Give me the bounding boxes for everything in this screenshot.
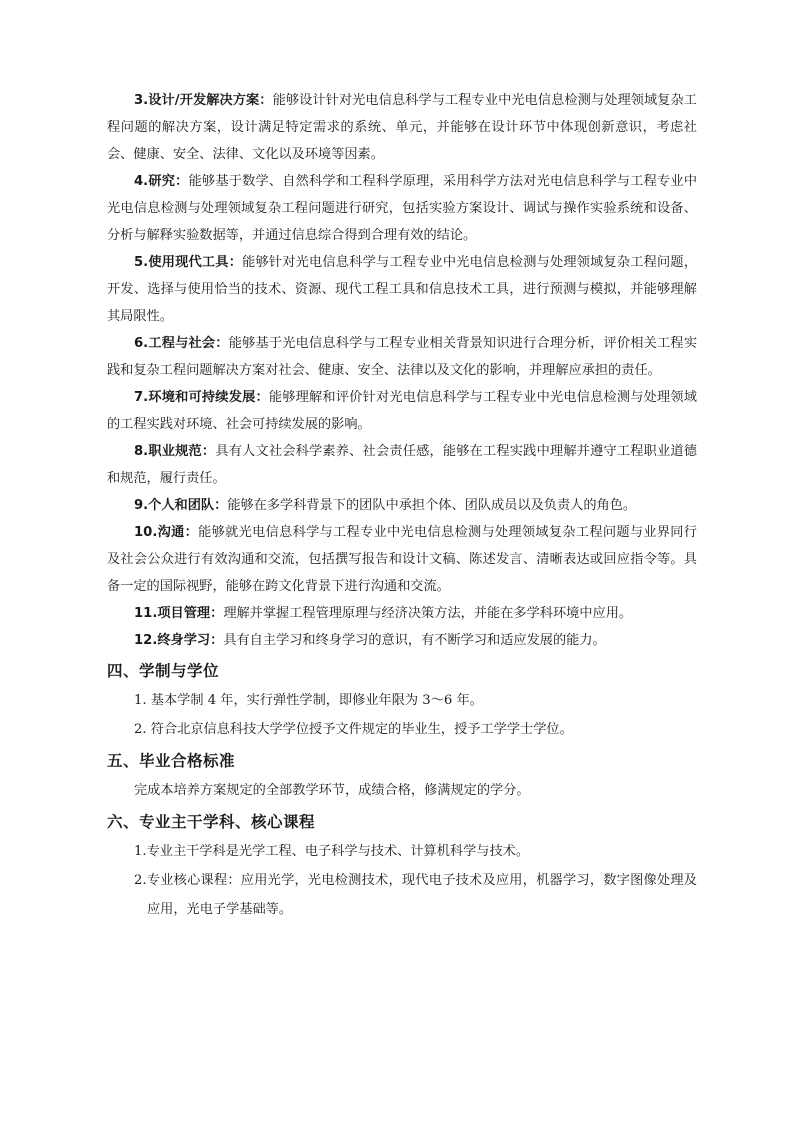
outcome-5 — [107, 249, 697, 330]
outcome-title: 7.环境和可持续发展： — [134, 390, 269, 405]
outcome-title: 9.个人和团队： — [134, 498, 228, 513]
outcome-8 — [107, 438, 697, 492]
outcome-title: 6.工程与社会： — [134, 336, 229, 351]
outcome-title: 3.设计/开发解决方案： — [134, 93, 273, 108]
outcome-10 — [107, 519, 697, 600]
outcome-title: 5.使用现代工具： — [134, 255, 243, 270]
section-heading-6: 六、专业主干学科、核心课程 — [107, 813, 316, 831]
outcome-text: 具有人文社会科学素养、社会责任感，能够在工程实践中理解并遵守工程职业道德和规范，履行责任。 — [107, 444, 697, 486]
outcome-text: 能够在多学科背景下的团队中承担个体、团队成员以及负责人的角色。 — [227, 498, 637, 513]
section-heading-4: 四、学制与学位 — [107, 662, 220, 680]
outcome-6 — [107, 330, 697, 384]
section-heading-5: 五、毕业合格标准 — [107, 752, 236, 770]
list-item: 2.专业核心课程：应用光学，光电检测技术，现代电子技术及应用，机器学习，数字图像处理及应用，光电子学基础等。 — [134, 873, 697, 917]
outcome-4 — [107, 168, 697, 249]
document-page — [107, 87, 697, 924]
list-item: 1. 基本学制 4 年，实行弹性学制，即修业年限为 3～6 年。 — [134, 693, 483, 708]
outcome-text: 能够就光电信息科学与工程专业中光电信息检测与处理领域复杂工程问题与业界同行及社会公众进行有效沟通和交流，包括撰写报告和设计文稿、陈述发言、清晰表达或回应指令等。具备一定的国际视野，能够在跨文化背景下进行沟通和交流。 — [107, 525, 697, 594]
outcome-9 — [107, 492, 697, 519]
outcome-title: 10.沟通： — [134, 525, 199, 540]
outcome-text: 理解并掌握工程管理原理与经济决策方法，并能在多学科环境中应用。 — [223, 606, 633, 621]
outcome-text: 能够设计针对光电信息科学与工程专业中光电信息检测与处理领域复杂工程问题的解决方案，设计满足特定需求的系统、单元，并能够在设计环节中体现创新意识，考虑社会、健康、安全、法律、文化以及环境等因素。 — [107, 93, 697, 162]
outcome-title: 11.项目管理： — [134, 606, 224, 621]
section-text: 完成本培养方案规定的全部教学环节，成绩合格，修满规定的学分。 — [134, 783, 530, 798]
outcome-3 — [107, 87, 697, 168]
outcome-text: 能够基于光电信息科学与工程专业相关背景知识进行合理分析，评价相关工程实践和复杂工程问题解决方案对社会、健康、安全、法律以及文化的影响，并理解应承担的责任。 — [107, 336, 698, 378]
outcome-12 — [107, 627, 697, 654]
outcome-7 — [107, 384, 697, 438]
outcome-text: 具有自主学习和终身学习的意识，有不断学习和适应发展的能力。 — [223, 633, 606, 648]
outcome-text: 能够针对光电信息科学与工程专业中光电信息检测与处理领域复杂工程问题，开发、选择与使用恰当的技术、资源、现代工程工具和信息技术工具，进行预测与模拟，并能够理解其局限性。 — [107, 255, 698, 324]
outcome-11 — [107, 600, 697, 627]
list-item: 1.专业主干学科是光学工程、电子科学与技术、计算机科学与技术。 — [134, 844, 530, 859]
outcome-text: 能够理解和评价针对光电信息科学与工程专业中光电信息检测与处理领域的工程实践对环境、社会可持续发展的影响。 — [107, 390, 697, 432]
list-item: 2. 符合北京信息科技大学学位授予文件规定的毕业生，授予工学学士学位。 — [134, 722, 573, 737]
outcome-title: 4.研究： — [134, 174, 189, 189]
outcome-title: 12.终身学习： — [134, 633, 224, 648]
outcome-title: 8.职业规范： — [134, 444, 216, 459]
outcome-text: 能够基于数学、自然科学和工程科学原理，采用科学方法对光电信息科学与工程专业中光电信息检测与处理领域复杂工程问题进行研究，包括实验方案设计、调试与操作实验系统和设备、分析与解释实验数据等，并通过信息综合得到合理有效的结论。 — [107, 174, 698, 243]
